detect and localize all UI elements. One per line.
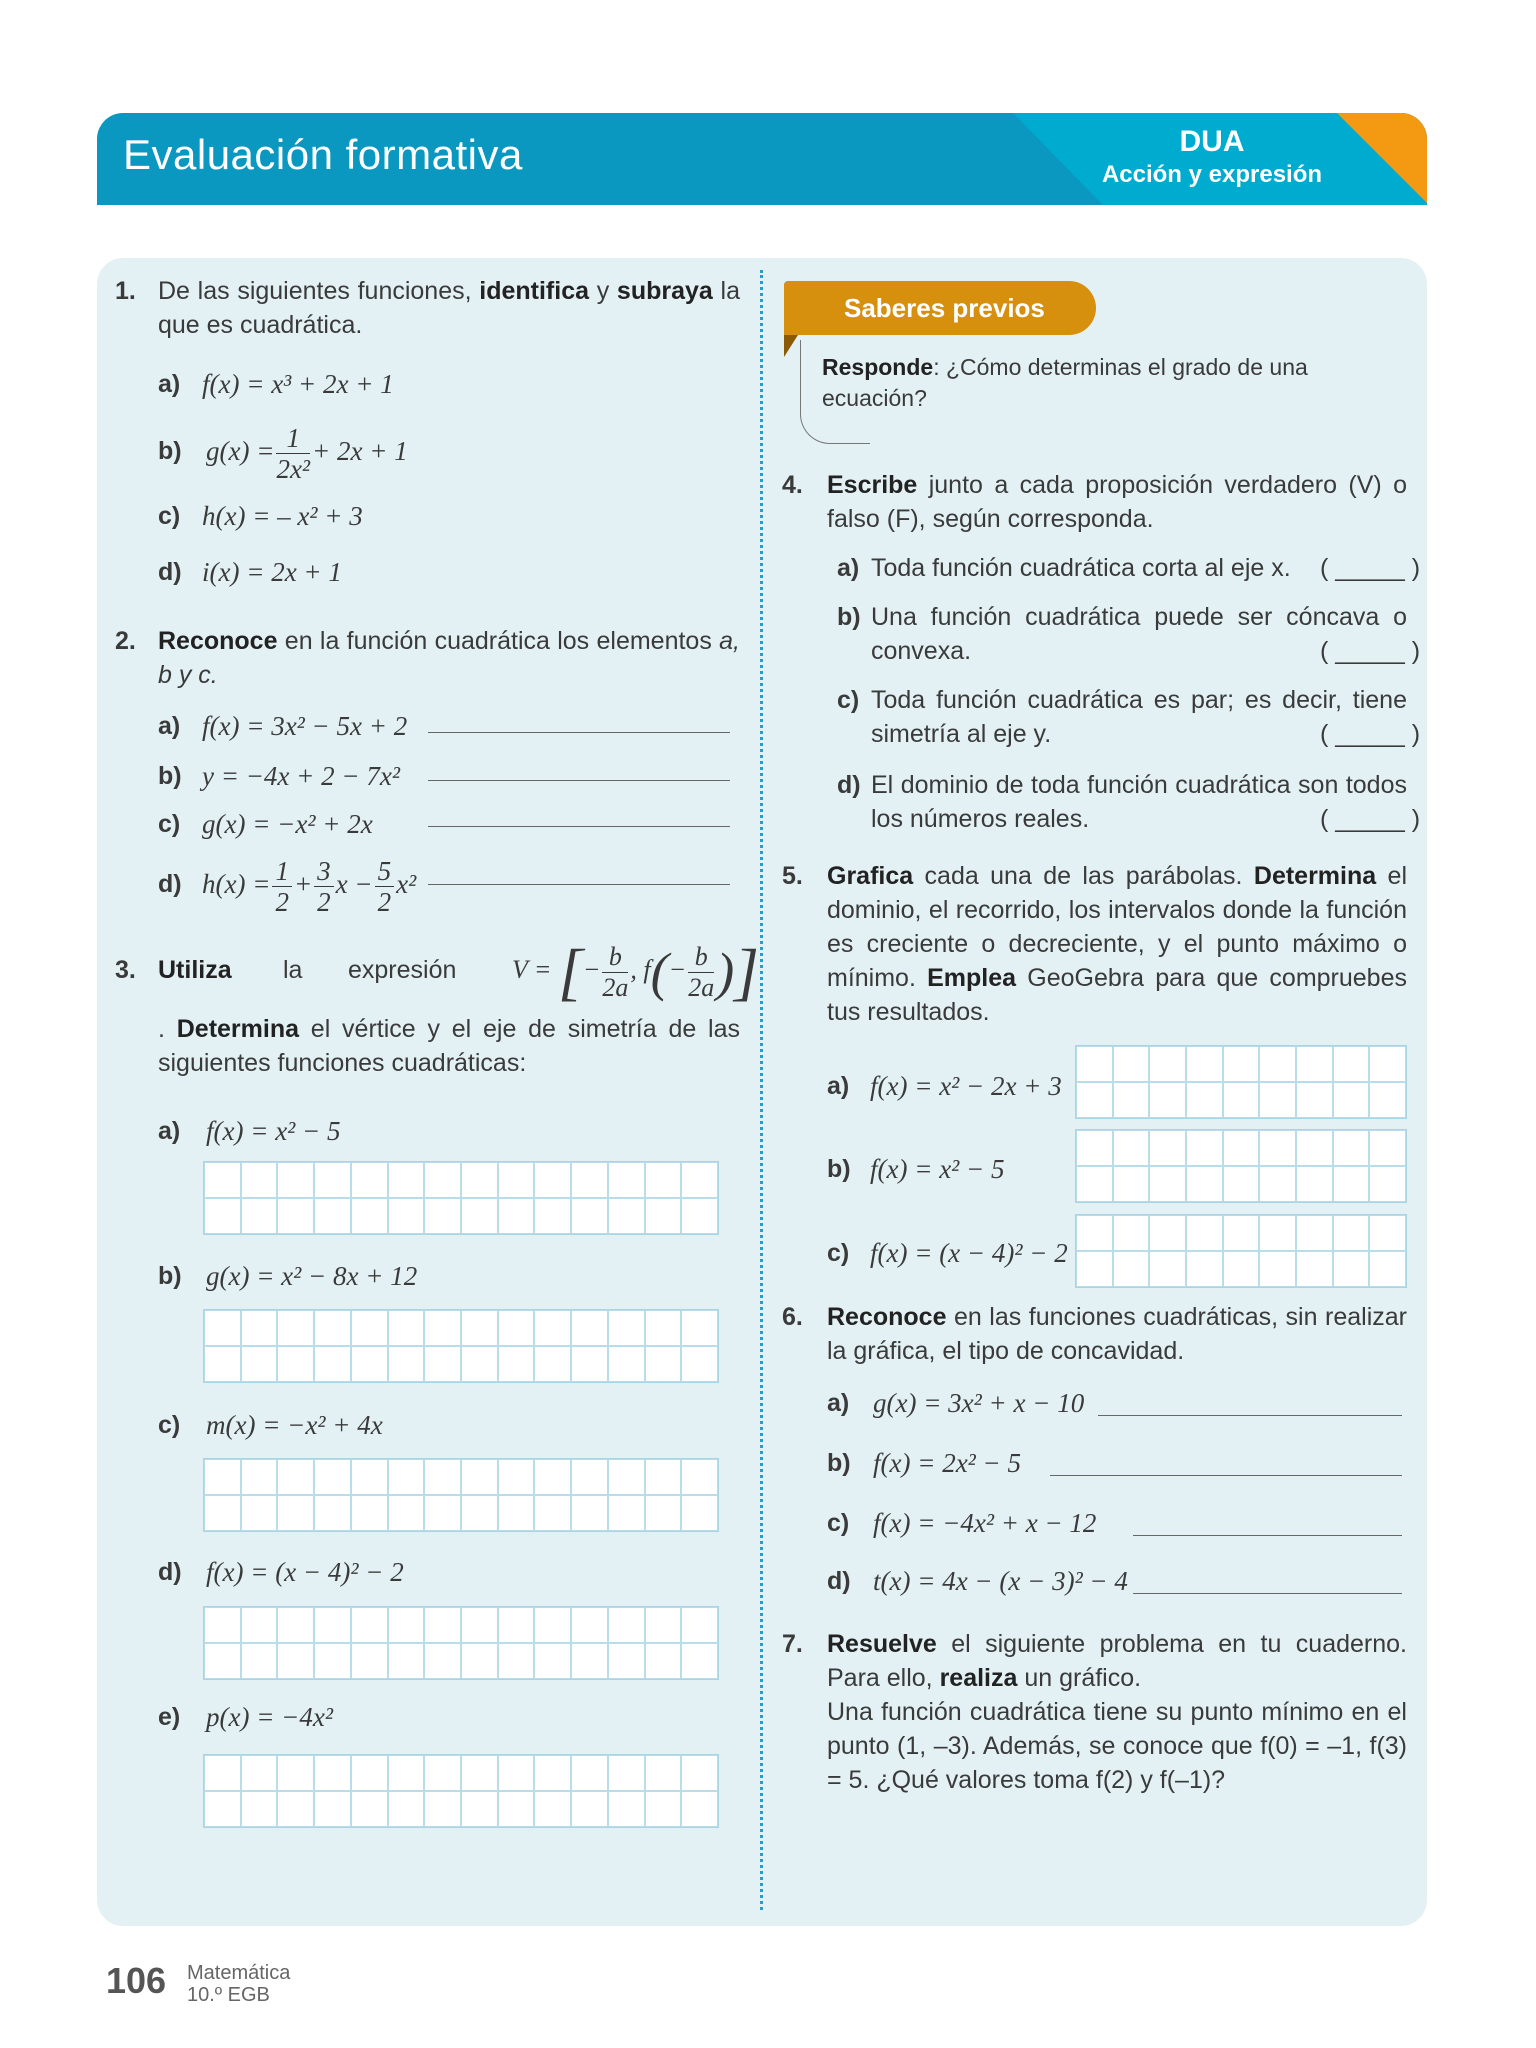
grid-cell[interactable] <box>1333 1166 1370 1202</box>
grid-cell[interactable] <box>277 1162 314 1198</box>
grid-cell[interactable] <box>681 1643 718 1679</box>
dua-badge <box>1097 125 1327 189</box>
q1-number: 1. <box>115 277 136 305</box>
grid-cell[interactable] <box>534 1643 571 1679</box>
grid-cell[interactable] <box>645 1459 682 1495</box>
grid-cell[interactable] <box>1076 1130 1113 1166</box>
grid-cell[interactable] <box>645 1162 682 1198</box>
q6-item-label: b) <box>827 1449 851 1477</box>
q1b-label: b) <box>158 437 182 465</box>
grid-cell[interactable] <box>645 1643 682 1679</box>
q6-item-label: c) <box>827 1509 850 1537</box>
q2-number: 2. <box>115 627 136 655</box>
q3-item-label: d) <box>158 1558 182 1586</box>
banner-fold <box>784 335 798 357</box>
grid-cell[interactable] <box>608 1643 645 1679</box>
grid-cell[interactable] <box>204 1643 241 1679</box>
grid-cell[interactable] <box>424 1162 461 1198</box>
q2c-expr: g(x) = −x² + 2x <box>202 809 373 839</box>
grid-cell[interactable] <box>1259 1166 1296 1202</box>
grid-cell[interactable] <box>1149 1046 1186 1082</box>
grid-cell[interactable] <box>1186 1130 1223 1166</box>
section-header <box>97 113 1427 205</box>
grid-cell[interactable] <box>461 1162 498 1198</box>
grid-cell[interactable] <box>1333 1130 1370 1166</box>
grid-cell[interactable] <box>1296 1215 1333 1251</box>
q1c-label: c) <box>158 502 181 530</box>
grid-cell[interactable] <box>681 1198 718 1234</box>
q2b-answer-line[interactable] <box>428 780 730 781</box>
grid-cell[interactable] <box>1369 1166 1406 1202</box>
q5-prompt: Grafica cada una de las parábolas. Determina el dominio, el recorrido, los intervalos donde la función es creciente o decreciente, y el punto máximo o mínimo. Emplea GeoGebra para que compruebes tus resultados. <box>827 862 1407 1026</box>
grid-cell[interactable] <box>351 1755 388 1791</box>
grid-cell[interactable] <box>498 1791 535 1827</box>
q2d-answer-line[interactable] <box>428 884 730 885</box>
grid-cell[interactable] <box>571 1791 608 1827</box>
q5-item-label: b) <box>827 1155 851 1183</box>
grid-cell[interactable] <box>314 1607 351 1643</box>
grid-cell[interactable] <box>571 1755 608 1791</box>
q1a-label: a) <box>158 370 181 398</box>
page-title: Evaluación formativa <box>123 131 523 178</box>
grid-cell[interactable] <box>1369 1215 1406 1251</box>
grid-cell[interactable] <box>241 1495 278 1531</box>
grid-cell[interactable] <box>388 1495 425 1531</box>
q2b-label: b) <box>158 762 182 790</box>
grid-cell[interactable] <box>388 1643 425 1679</box>
grid-cell[interactable] <box>277 1459 314 1495</box>
q2a-label: a) <box>158 712 181 740</box>
grid-cell[interactable] <box>1186 1251 1223 1287</box>
grid-cell[interactable] <box>461 1310 498 1346</box>
q5-item-label: c) <box>827 1239 850 1267</box>
grid-cell[interactable] <box>608 1310 645 1346</box>
grid-cell[interactable] <box>424 1495 461 1531</box>
grid-cell[interactable] <box>1113 1251 1150 1287</box>
grid-cell[interactable] <box>1076 1082 1113 1118</box>
saberes-question: Responde: ¿Cómo determinas el grado de una ecuación? <box>822 354 1308 411</box>
grid-cell[interactable] <box>534 1791 571 1827</box>
grid-cell[interactable] <box>608 1198 645 1234</box>
grid-cell[interactable] <box>645 1755 682 1791</box>
grid-cell[interactable] <box>388 1198 425 1234</box>
grid-cell[interactable] <box>571 1459 608 1495</box>
grid-cell[interactable] <box>461 1643 498 1679</box>
grid-cell[interactable] <box>461 1198 498 1234</box>
grid-cell[interactable] <box>1149 1215 1186 1251</box>
grid-cell[interactable] <box>424 1755 461 1791</box>
q5-answer-grid[interactable] <box>1075 1129 1407 1203</box>
grid-cell[interactable] <box>1333 1215 1370 1251</box>
column-divider <box>760 270 763 1910</box>
grid-cell[interactable] <box>1113 1082 1150 1118</box>
q7-number: 7. <box>782 1630 803 1658</box>
vf-answer-blank[interactable]: ( _____ ) <box>1320 554 1421 582</box>
grid-cell[interactable] <box>1113 1130 1150 1166</box>
q4-item-text: Toda función cuadrática corta al eje x. <box>871 554 1291 582</box>
footer-subject: Matemática 10.º EGB <box>187 1962 291 2006</box>
grid-cell[interactable] <box>204 1310 241 1346</box>
grid-cell[interactable] <box>277 1346 314 1382</box>
grid-cell[interactable] <box>277 1607 314 1643</box>
grid-cell[interactable] <box>1259 1046 1296 1082</box>
grid-cell[interactable] <box>498 1755 535 1791</box>
q6-answer-line[interactable] <box>1098 1415 1402 1416</box>
grid-cell[interactable] <box>388 1791 425 1827</box>
grid-cell[interactable] <box>204 1495 241 1531</box>
q2c-label: c) <box>158 810 181 838</box>
q4-number: 4. <box>782 471 803 499</box>
grid-cell[interactable] <box>388 1162 425 1198</box>
grid-cell[interactable] <box>204 1607 241 1643</box>
grid-cell[interactable] <box>277 1198 314 1234</box>
q4-item-label: d) <box>837 771 861 799</box>
grid-cell[interactable] <box>1259 1215 1296 1251</box>
grid-cell[interactable] <box>534 1755 571 1791</box>
grid-cell[interactable] <box>351 1791 388 1827</box>
q3-item-expr: p(x) = −4x² <box>206 1702 333 1732</box>
q3-answer-grid[interactable] <box>203 1161 719 1235</box>
grid-cell[interactable] <box>645 1198 682 1234</box>
q2d-label: d) <box>158 870 182 898</box>
q1a-expr: f(x) = x³ + 2x + 1 <box>202 369 394 399</box>
q6-item-label: a) <box>827 1389 850 1417</box>
grid-cell[interactable] <box>498 1198 535 1234</box>
grid-cell[interactable] <box>1223 1166 1260 1202</box>
q6-item-expr: g(x) = 3x² + x − 10 <box>873 1388 1085 1418</box>
grid-cell[interactable] <box>424 1643 461 1679</box>
grid-cell[interactable] <box>461 1495 498 1531</box>
q5-number: 5. <box>782 862 803 890</box>
grid-cell[interactable] <box>498 1310 535 1346</box>
q3-item-expr: f(x) = x² − 5 <box>206 1116 341 1146</box>
grid-cell[interactable] <box>608 1607 645 1643</box>
q4-item-label: b) <box>837 603 861 631</box>
q4-prompt: Escribe junto a cada proposición verdadero (V) o falso (F), según corresponda. <box>827 471 1407 533</box>
grid-cell[interactable] <box>314 1162 351 1198</box>
grid-cell[interactable] <box>241 1310 278 1346</box>
q4-item-text: El dominio de toda función cuadrática son todos los números reales. <box>871 771 1407 833</box>
grid-cell[interactable] <box>424 1346 461 1382</box>
grid-cell[interactable] <box>204 1459 241 1495</box>
q3-utiliza: Utiliza <box>158 956 232 984</box>
q3-item-expr: g(x) = x² − 8x + 12 <box>206 1261 418 1291</box>
grid-cell[interactable] <box>314 1198 351 1234</box>
q4-item-text: Toda función cuadrática es par; es decir, tiene simetría al eje y. <box>871 686 1407 748</box>
grid-cell[interactable] <box>351 1162 388 1198</box>
grid-cell[interactable] <box>534 1495 571 1531</box>
q4-item-label: c) <box>837 686 860 714</box>
grid-cell[interactable] <box>1296 1130 1333 1166</box>
grid-cell[interactable] <box>681 1162 718 1198</box>
grid-cell[interactable] <box>314 1791 351 1827</box>
q2b-expr: y = −4x + 2 − 7x² <box>202 761 400 791</box>
grid-cell[interactable] <box>388 1459 425 1495</box>
grid-cell[interactable] <box>1259 1082 1296 1118</box>
q7-prompt: Resuelve el siguiente problema en tu cuaderno. Para ello, realiza un gráfico. Una función cuadrática tiene su punto mínimo en el punto (1, –3). Además, se conoce que f(0) = –1, f(3) = 5. ¿Qué valores toma f(2) y f(–1)? <box>827 1630 1407 1794</box>
grid-cell[interactable] <box>1186 1215 1223 1251</box>
grid-cell[interactable] <box>608 1162 645 1198</box>
q6-answer-line[interactable] <box>1133 1593 1402 1594</box>
grid-cell[interactable] <box>314 1643 351 1679</box>
grid-cell[interactable] <box>424 1310 461 1346</box>
grid-cell[interactable] <box>1223 1251 1260 1287</box>
vf-answer-blank[interactable]: ( _____ ) <box>1320 805 1421 833</box>
q6-item-expr: f(x) = 2x² − 5 <box>873 1448 1021 1478</box>
grid-cell[interactable] <box>1333 1082 1370 1118</box>
q3-item-expr: m(x) = −x² + 4x <box>206 1410 383 1440</box>
grid-cell[interactable] <box>608 1755 645 1791</box>
grid-cell[interactable] <box>498 1607 535 1643</box>
grid-cell[interactable] <box>351 1346 388 1382</box>
grid-cell[interactable] <box>681 1607 718 1643</box>
q6-prompt: Reconoce en las funciones cuadráticas, sin realizar la gráfica, el tipo de concavidad. <box>827 1303 1407 1365</box>
q3-answer-grid[interactable] <box>203 1458 719 1532</box>
grid-cell[interactable] <box>277 1310 314 1346</box>
grid-cell[interactable] <box>388 1346 425 1382</box>
q1d-expr: i(x) = 2x + 1 <box>202 557 342 587</box>
q6-answer-line[interactable] <box>1133 1535 1402 1536</box>
q4-item-label: a) <box>837 554 860 582</box>
q3-item-label: c) <box>158 1411 181 1439</box>
grid-cell[interactable] <box>1186 1046 1223 1082</box>
q6-item-label: d) <box>827 1567 851 1595</box>
q3-item-label: e) <box>158 1703 181 1731</box>
grid-cell[interactable] <box>241 1791 278 1827</box>
grid-cell[interactable] <box>388 1755 425 1791</box>
grid-cell[interactable] <box>277 1495 314 1531</box>
q5-item-expr: f(x) = (x − 4)² − 2 <box>870 1238 1068 1268</box>
grid-cell[interactable] <box>608 1459 645 1495</box>
grid-cell[interactable] <box>241 1162 278 1198</box>
q1b-expr: g(x) = $\frac{1}{\text{2x²}}$ + 2x + 1 <box>206 423 408 485</box>
grid-cell[interactable] <box>1113 1046 1150 1082</box>
grid-cell[interactable] <box>1076 1046 1113 1082</box>
grid-cell[interactable] <box>424 1791 461 1827</box>
grid-cell[interactable] <box>424 1607 461 1643</box>
grid-cell[interactable] <box>461 1607 498 1643</box>
grid-cell[interactable] <box>681 1755 718 1791</box>
grid-cell[interactable] <box>241 1643 278 1679</box>
q4-item-text: Una función cuadrática puede ser cóncava o convexa. <box>871 603 1407 665</box>
grid-cell[interactable] <box>351 1310 388 1346</box>
grid-cell[interactable] <box>314 1755 351 1791</box>
q3-expresion: expresión <box>348 956 457 984</box>
q3-answer-grid[interactable] <box>203 1754 719 1828</box>
grid-cell[interactable] <box>204 1791 241 1827</box>
grid-cell[interactable] <box>204 1198 241 1234</box>
q2c-answer-line[interactable] <box>428 826 730 827</box>
grid-cell[interactable] <box>1076 1251 1113 1287</box>
q1-prompt: De las siguientes funciones, identifica y subraya la que es cuadrática. <box>158 277 740 339</box>
grid-cell[interactable] <box>534 1346 571 1382</box>
grid-cell[interactable] <box>534 1198 571 1234</box>
grid-cell[interactable] <box>1113 1215 1150 1251</box>
q5-answer-grid[interactable] <box>1075 1045 1407 1119</box>
q3-answer-grid[interactable] <box>203 1309 719 1383</box>
grid-cell[interactable] <box>498 1346 535 1382</box>
grid-cell[interactable] <box>1223 1046 1260 1082</box>
q5-item-expr: f(x) = x² − 5 <box>870 1154 1005 1184</box>
grid-cell[interactable] <box>645 1310 682 1346</box>
q2a-answer-line[interactable] <box>428 732 730 733</box>
q5-item-expr: f(x) = x² − 2x + 3 <box>870 1071 1062 1101</box>
vf-answer-blank[interactable]: ( _____ ) <box>1320 720 1421 748</box>
q6-item-expr: t(x) = 4x − (x − 3)² − 4 <box>873 1566 1128 1596</box>
grid-cell[interactable] <box>1223 1082 1260 1118</box>
q3-item-label: b) <box>158 1262 182 1290</box>
grid-cell[interactable] <box>1259 1130 1296 1166</box>
grid-cell[interactable] <box>1369 1251 1406 1287</box>
grid-cell[interactable] <box>681 1495 718 1531</box>
grid-cell[interactable] <box>1369 1046 1406 1082</box>
grid-cell[interactable] <box>681 1459 718 1495</box>
q5-answer-grid[interactable] <box>1075 1214 1407 1288</box>
q3-item-label: a) <box>158 1117 181 1145</box>
grid-cell[interactable] <box>314 1346 351 1382</box>
q2-prompt: Reconoce en la función cuadrática los elementos a, b y c. <box>158 627 740 689</box>
grid-cell[interactable] <box>241 1346 278 1382</box>
grid-cell[interactable] <box>241 1607 278 1643</box>
grid-cell[interactable] <box>498 1643 535 1679</box>
grid-cell[interactable] <box>1296 1166 1333 1202</box>
dua-title: DUA <box>1179 125 1245 158</box>
q6-item-expr: f(x) = −4x² + x − 12 <box>873 1508 1097 1538</box>
grid-cell[interactable] <box>204 1162 241 1198</box>
grid-cell[interactable] <box>388 1310 425 1346</box>
grid-cell[interactable] <box>498 1459 535 1495</box>
q5-item-label: a) <box>827 1072 850 1100</box>
grid-cell[interactable] <box>645 1791 682 1827</box>
grid-cell[interactable] <box>241 1198 278 1234</box>
q2a-expr: f(x) = 3x² − 5x + 2 <box>202 711 408 741</box>
q1d-label: d) <box>158 558 182 586</box>
grid-cell[interactable] <box>571 1495 608 1531</box>
grid-cell[interactable] <box>204 1346 241 1382</box>
q3-item-expr: f(x) = (x − 4)² − 2 <box>206 1557 404 1587</box>
grid-cell[interactable] <box>1296 1046 1333 1082</box>
grid-cell[interactable] <box>277 1643 314 1679</box>
grid-cell[interactable] <box>1223 1215 1260 1251</box>
grid-cell[interactable] <box>424 1198 461 1234</box>
grid-cell[interactable] <box>424 1459 461 1495</box>
grid-cell[interactable] <box>461 1346 498 1382</box>
vf-answer-blank[interactable]: ( _____ ) <box>1320 637 1421 665</box>
grid-cell[interactable] <box>498 1162 535 1198</box>
grid-cell[interactable] <box>534 1162 571 1198</box>
grid-cell[interactable] <box>1113 1166 1150 1202</box>
grid-cell[interactable] <box>351 1495 388 1531</box>
grid-cell[interactable] <box>608 1791 645 1827</box>
grid-cell[interactable] <box>681 1346 718 1382</box>
grid-cell[interactable] <box>1223 1130 1260 1166</box>
grid-cell[interactable] <box>461 1791 498 1827</box>
grid-cell[interactable] <box>388 1607 425 1643</box>
grid-cell[interactable] <box>645 1346 682 1382</box>
grid-cell[interactable] <box>571 1310 608 1346</box>
grid-cell[interactable] <box>461 1459 498 1495</box>
grid-cell[interactable] <box>681 1791 718 1827</box>
grid-cell[interactable] <box>571 1643 608 1679</box>
grid-cell[interactable] <box>1076 1215 1113 1251</box>
grid-cell[interactable] <box>1149 1166 1186 1202</box>
grid-cell[interactable] <box>681 1310 718 1346</box>
grid-cell[interactable] <box>571 1346 608 1382</box>
grid-cell[interactable] <box>314 1459 351 1495</box>
grid-cell[interactable] <box>571 1607 608 1643</box>
grid-cell[interactable] <box>645 1607 682 1643</box>
q3-prompt: . Determina el vértice y el eje de simetría de las siguientes funciones cuadráticas: <box>158 1015 740 1077</box>
grid-cell[interactable] <box>608 1346 645 1382</box>
grid-cell[interactable] <box>461 1755 498 1791</box>
grid-cell[interactable] <box>1186 1082 1223 1118</box>
grid-cell[interactable] <box>1076 1166 1113 1202</box>
grid-cell[interactable] <box>241 1459 278 1495</box>
grid-cell[interactable] <box>1186 1166 1223 1202</box>
grid-cell[interactable] <box>277 1791 314 1827</box>
grid-cell[interactable] <box>351 1607 388 1643</box>
grid-cell[interactable] <box>534 1310 571 1346</box>
q3-la: la <box>283 956 303 984</box>
grid-cell[interactable] <box>277 1755 314 1791</box>
grid-cell[interactable] <box>608 1495 645 1531</box>
grid-cell[interactable] <box>1149 1082 1186 1118</box>
grid-cell[interactable] <box>1296 1082 1333 1118</box>
grid-cell[interactable] <box>498 1495 535 1531</box>
grid-cell[interactable] <box>314 1310 351 1346</box>
grid-cell[interactable] <box>571 1162 608 1198</box>
page-number: 106 <box>106 1960 167 2001</box>
vertex-formula: V = [− $\frac{b}{2a}$ , f(− $\frac{b}{2a}$ )] <box>512 936 760 1008</box>
dua-subtitle: Acción y expresión <box>1101 161 1323 188</box>
grid-cell[interactable] <box>204 1755 241 1791</box>
q3-number: 3. <box>115 956 136 984</box>
grid-cell[interactable] <box>1369 1082 1406 1118</box>
grid-cell[interactable] <box>571 1198 608 1234</box>
grid-cell[interactable] <box>351 1459 388 1495</box>
grid-cell[interactable] <box>1296 1251 1333 1287</box>
grid-cell[interactable] <box>1149 1251 1186 1287</box>
q6-answer-line[interactable] <box>1050 1475 1402 1476</box>
grid-cell[interactable] <box>314 1495 351 1531</box>
grid-cell[interactable] <box>645 1495 682 1531</box>
q1c-expr: h(x) = – x² + 3 <box>202 501 363 531</box>
grid-cell[interactable] <box>351 1198 388 1234</box>
grid-cell[interactable] <box>1333 1046 1370 1082</box>
grid-cell[interactable] <box>1369 1130 1406 1166</box>
grid-cell[interactable] <box>1149 1130 1186 1166</box>
q3-answer-grid[interactable] <box>203 1606 719 1680</box>
grid-cell[interactable] <box>241 1755 278 1791</box>
grid-cell[interactable] <box>534 1607 571 1643</box>
grid-cell[interactable] <box>534 1459 571 1495</box>
grid-cell[interactable] <box>1333 1251 1370 1287</box>
grid-cell[interactable] <box>351 1643 388 1679</box>
q6-number: 6. <box>782 1303 803 1331</box>
grid-cell[interactable] <box>1259 1251 1296 1287</box>
saberes-previos-banner: Saberes previos <box>784 281 1096 335</box>
q2d-expr: h(x) = $\frac{1}{2}$ + $\frac{3}{2}$ x − $\frac{5}{2}$ x² <box>202 856 417 918</box>
